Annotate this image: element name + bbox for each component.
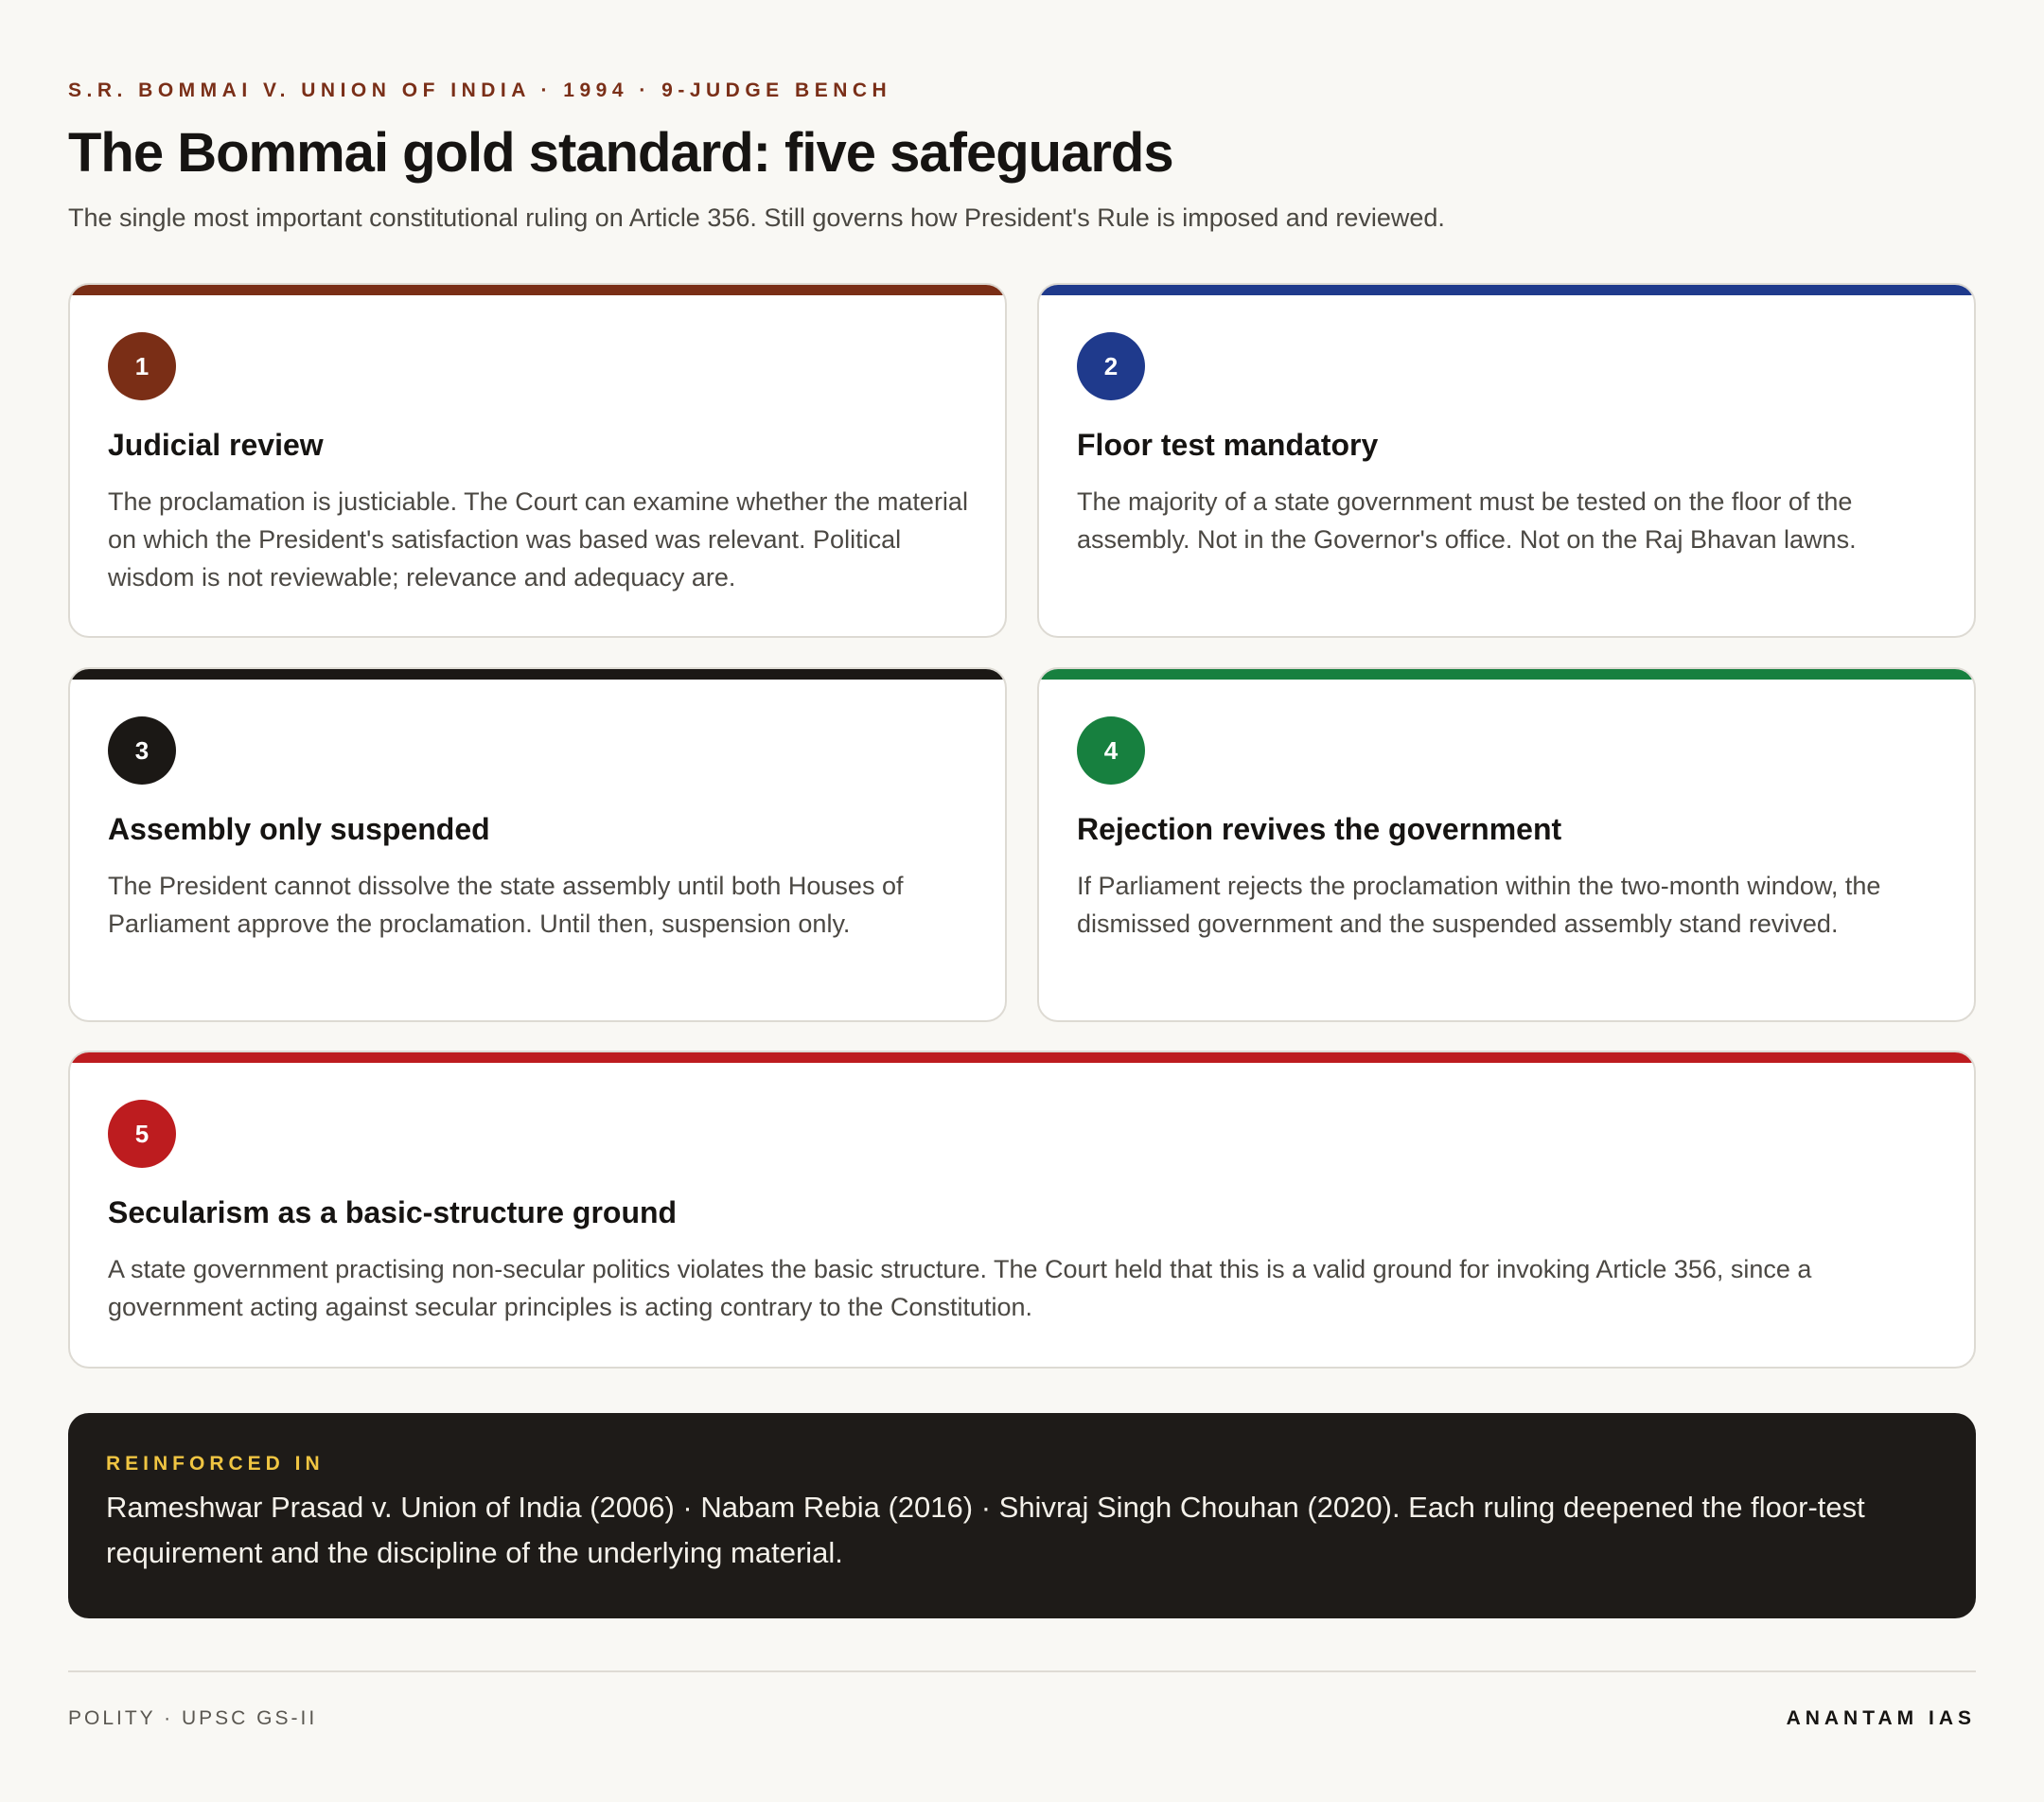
- number-badge: 3: [108, 716, 176, 785]
- card-title: Floor test mandatory: [1077, 428, 1379, 462]
- reinforced-label: REINFORCED IN: [106, 1453, 325, 1475]
- card-title: Secularism as a basic-structure ground: [108, 1195, 678, 1229]
- card-text: The proclamation is justiciable. The Court can examine whether the material on which the President's satisfaction was based was relevant. Political wisdom is not reviewable; relevance and adequacy are.: [108, 487, 968, 592]
- card-title: Rejection revives the government: [1077, 812, 1562, 846]
- safeguard-card-4: [1037, 667, 1976, 1022]
- case-citation: S.R. BOMMAI V. UNION OF INDIA · 1994 · 9-JUDGE BENCH: [68, 80, 892, 101]
- number-badge: 5: [108, 1100, 176, 1168]
- number-badge: 4: [1077, 716, 1145, 785]
- safeguard-card-3: [68, 667, 1007, 1022]
- footer-subject: POLITY · UPSC GS-II: [68, 1707, 318, 1729]
- page-subtitle: The single most important constitutional ruling on Article 356. Still governs how President's Rule is imposed and reviewed.: [68, 203, 1445, 232]
- card-title: Judicial review: [108, 428, 324, 462]
- card-accent-bar: [70, 285, 1005, 295]
- card-accent-bar: [1039, 285, 1974, 295]
- footer-brand: ANANTAM IAS: [1786, 1707, 1976, 1729]
- card-accent-bar: [1039, 669, 1974, 680]
- card-text: The majority of a state government must be tested on the floor of the assembly. Not in the Governor's office. Not on the Raj Bhavan lawns.: [1077, 487, 1857, 554]
- number-badge: 1: [108, 332, 176, 400]
- card-title: Assembly only suspended: [108, 812, 490, 846]
- card-text: A state government practising non-secular politics violates the basic structure. The Court held that this is a valid ground for invoking Article 356, since a government acting against secular principles is acting contrary to the Constitution.: [108, 1255, 1812, 1321]
- safeguard-card-2: [1037, 283, 1976, 638]
- card-text: The President cannot dissolve the state assembly until both Houses of Parliament approve the proclamation. Until then, suspension only.: [108, 872, 904, 938]
- page-title: The Bommai gold standard: five safeguards: [68, 122, 1173, 184]
- reinforced-panel: [68, 1413, 1976, 1618]
- reinforced-text: Rameshwar Prasad v. Union of India (2006) · Nabam Rebia (2016) · Shivraj Singh Chouhan (2020). Each ruling deepened the floor-test requirement and the discipline of the underlying material.: [106, 1491, 1865, 1569]
- card-accent-bar: [70, 1052, 1974, 1063]
- card-text: If Parliament rejects the proclamation within the two-month window, the dismissed government and the suspended assembly stand revived.: [1077, 872, 1881, 938]
- safeguard-card-1: [68, 283, 1007, 638]
- footer-divider: [68, 1670, 1976, 1672]
- number-badge: 2: [1077, 332, 1145, 400]
- card-accent-bar: [70, 669, 1005, 680]
- safeguard-card-5: [68, 1051, 1976, 1369]
